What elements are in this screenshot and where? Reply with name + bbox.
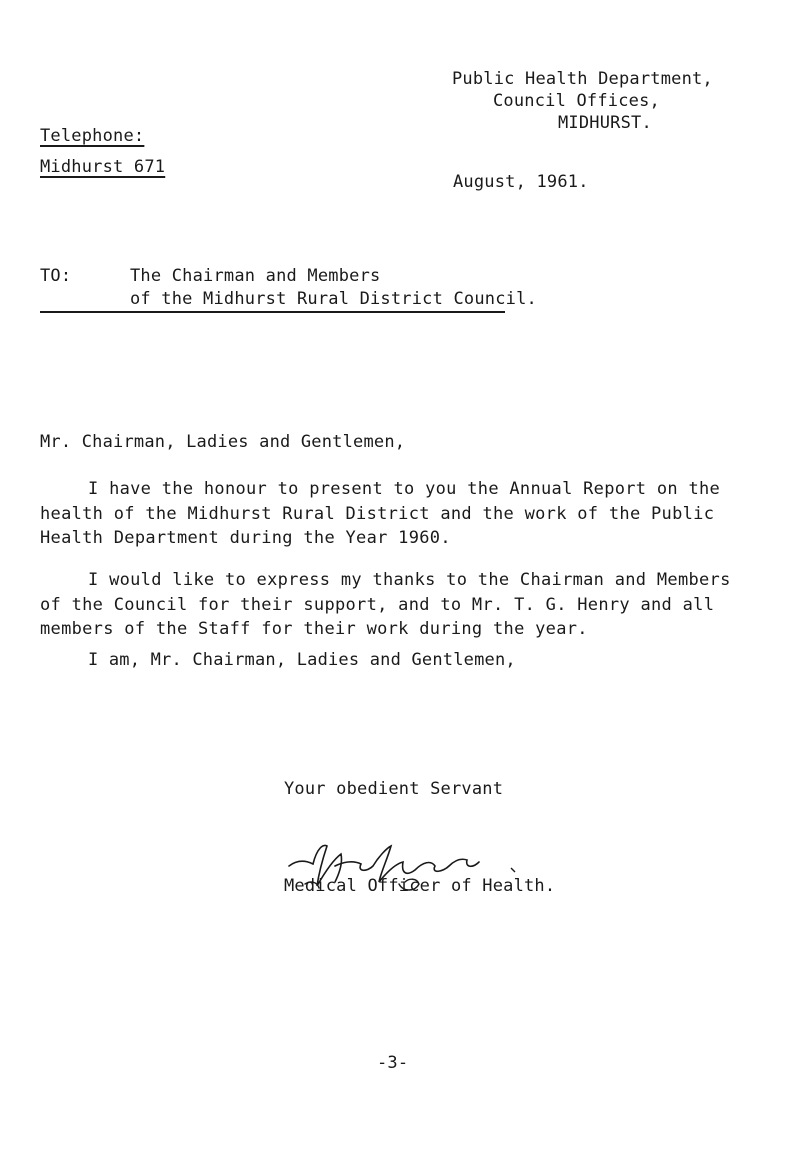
addressee-line-1: The Chairman and Members bbox=[130, 266, 381, 286]
paragraph-2: I would like to express my thanks to the Chairman and Members of the Council for their support, and to Mr. T. G. Henry and all members of the Staff for their work during the year. bbox=[40, 570, 731, 639]
addressee-underline bbox=[40, 311, 505, 313]
valediction: Your obedient Servant bbox=[284, 779, 504, 799]
address-line-1: Public Health Department, bbox=[452, 69, 713, 89]
telephone-label: Telephone: bbox=[40, 126, 145, 146]
letter-date: August, 1961. bbox=[453, 172, 589, 192]
paragraph-1: I have the honour to present to you the Annual Report on the health of the Midhurst Rural District and the work of the Public Health Department during the Year 1960. bbox=[40, 479, 721, 548]
closing-line: I am, Mr. Chairman, Ladies and Gentlemen, bbox=[88, 650, 516, 670]
address-line-3: MIDHURST. bbox=[558, 113, 652, 133]
page-number: -3- bbox=[377, 1053, 409, 1073]
address-line-2: Council Offices, bbox=[493, 91, 660, 111]
addressee-prefix: TO: bbox=[40, 266, 72, 286]
telephone-number: Midhurst 671 bbox=[40, 157, 166, 177]
salutation: Mr. Chairman, Ladies and Gentlemen, bbox=[40, 432, 406, 452]
addressee-line-2: of the Midhurst Rural District Council. bbox=[130, 289, 537, 309]
signer-title: Medical Officer of Health. bbox=[284, 876, 556, 896]
